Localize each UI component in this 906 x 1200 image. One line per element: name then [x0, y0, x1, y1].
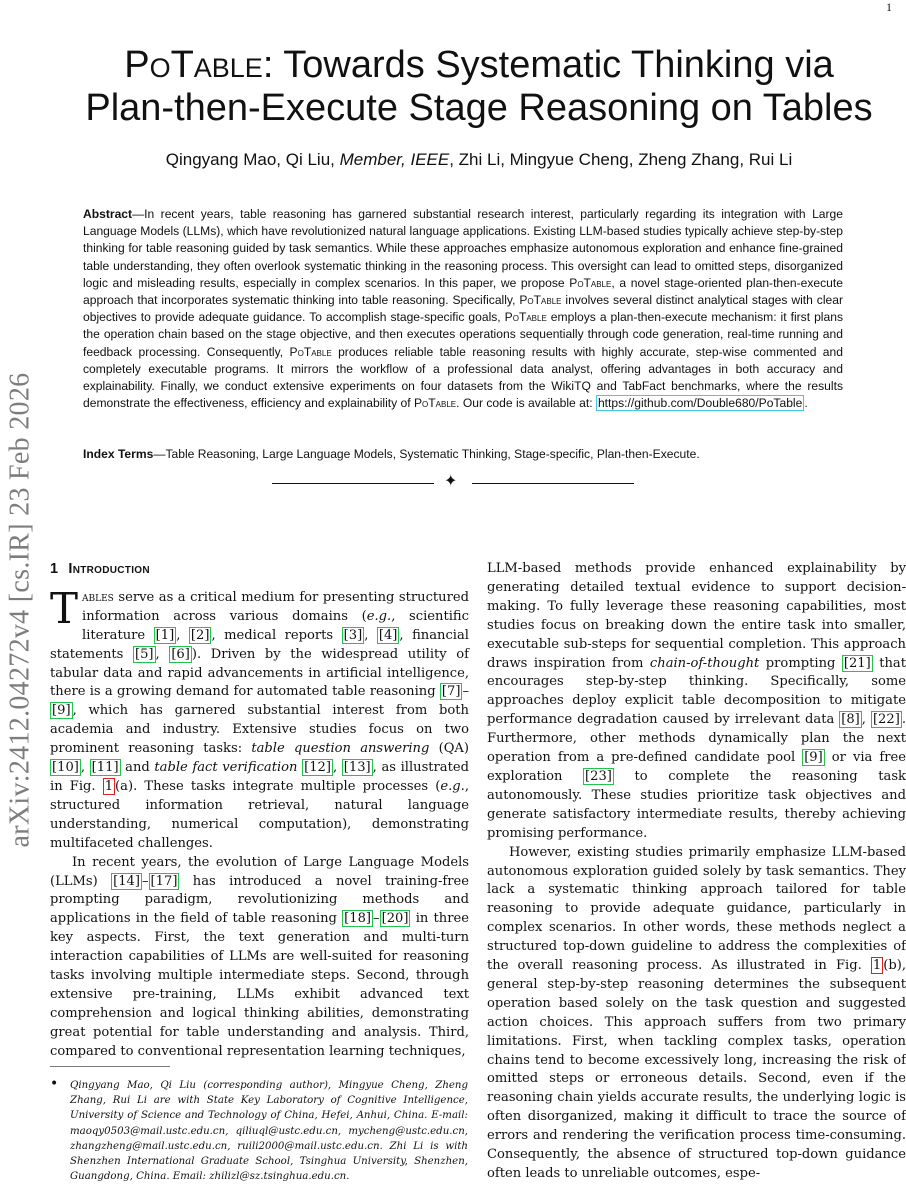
arxiv-identifier: arXiv:2412.04272v4 [cs.IR] 23 Feb 2026	[4, 372, 35, 848]
text-run: in three key aspects. First, the text generation and multi-turn interaction capabilities of LLMs are well-suited for reasoning tasks involving multiple intermediate steps. Second, through extensive pre-training, LLMs exhibit advanced text comprehension and logical thinking abilities, demonstrating great potential for table understanding and analysis. Third, compared to conventional representation learning techniques,	[50, 911, 469, 1059]
citation-link[interactable]: [21]	[843, 655, 871, 671]
intro-paragraph-1	[50, 583, 470, 854]
abstract-text: . Our code is available at:	[456, 396, 596, 411]
text-run: ). Driven by the widespread utility of tabular data and rapid advancements in artificial intelligence, there is a growing demand for automated table reasoning	[50, 646, 469, 700]
citation-link[interactable]: [20]	[381, 911, 409, 927]
citation-link[interactable]: [3]	[343, 627, 363, 643]
left-column	[50, 560, 469, 1062]
text-run: –	[373, 911, 380, 927]
system-name: PoTable	[124, 44, 263, 86]
text-run: ,	[155, 646, 170, 662]
citation-link[interactable]: [9]	[804, 750, 823, 766]
text-run: chain-of-thought	[649, 655, 760, 671]
text-run: In recent years, the evolution of Large Language Models (LLMs)	[50, 854, 469, 889]
citation-link[interactable]: [1]	[155, 627, 175, 643]
abstract-system-name: PoTable	[413, 396, 457, 411]
text-run: table fact verification	[154, 760, 298, 776]
section-divider	[272, 474, 634, 494]
abstract-label: Abstract	[83, 207, 133, 221]
text-run: (b), general step-by-step reasoning determines the subsequent operation based solely on the task question and suggested action choices. This approach suffers from two primary limitations. First, when tackling complex tasks, operation chains tend to become excessively long, increasing the risk of omitted steps or erroneous details. Second, even if the reasoning chain yields accurate results, the underlying logic is often disorganized, making it difficult to trace the source of errors and rendering the verification process time-consuming. Consequently, the absence of structured top-down guidance often leads to unreliable outcomes, espe-	[487, 958, 906, 1181]
footnote-bullet: •	[50, 1076, 59, 1092]
citation-link[interactable]: [5]	[134, 646, 154, 662]
text-run: e.g.	[366, 608, 392, 624]
index-terms-label: Index Terms	[83, 447, 154, 461]
author-membership: Member, IEEE	[339, 150, 450, 169]
footnote-rule	[50, 1066, 170, 1067]
author-affiliation-footnote: Qingyang Mao, Qi Liu (corresponding author), Mingyue Cheng, Zheng Zhang, Rui Li are with State Key Laboratory of Cognitive Intelligence, University of Science and Technology of China, Hefei, Anhui, China. E-mail: maoqy0503@mail.ustc.edu.cn, qiliuql@ustc.edu.cn, mycheng@ustc.edu.cn, zhangzheng@mail.ustc.edu.cn, ruili2000@mail.ustc.edu.cn. Zhi Li is with Shenzhen International Graduate School, Tsinghua University, Shenzhen, Guangdong, China. Email: zhilizl@sz.tsinghua.edu.cn.	[70, 1080, 468, 1183]
citation-link[interactable]: [17]	[150, 873, 178, 889]
abstract-text: employs a plan-then-execute mechanism: it first plans the operation chain based on the stage objective, and then executes operations sequentially through code generation, real-time running and feedback processing. Consequently,	[83, 310, 843, 359]
text-run: ,	[176, 627, 189, 643]
title-line2: Plan-then-Execute Stage Reasoning on Tables	[85, 87, 873, 129]
abstract-text: .	[804, 396, 808, 411]
title-line1: : Towards Systematic Thinking via	[262, 44, 834, 86]
intro-paragraph-3	[487, 560, 906, 844]
index-terms	[83, 446, 843, 463]
text-run: ,	[333, 760, 342, 776]
citation-link[interactable]: [2]	[190, 627, 210, 643]
text-run: , financial statements	[50, 627, 469, 662]
text-run: , medical reports	[211, 627, 342, 643]
text-run: (QA)	[429, 741, 469, 757]
citation-link[interactable]: [9]	[52, 703, 71, 719]
text-run: table question answering	[251, 741, 430, 757]
divider-star-icon: ✦	[444, 473, 458, 490]
citation-link[interactable]: [23]	[585, 768, 612, 784]
text-run: that encourages step-by-step thinking. Specifically, some approaches deploy explicit table decomposition to mitigate performance degradation caused by irrelevant data	[487, 655, 906, 728]
section-title: Introduction	[68, 561, 150, 577]
intro-paragraph-2	[50, 854, 469, 1062]
text-run: ,	[80, 760, 90, 776]
text-run: and	[120, 760, 155, 776]
text-run: –	[462, 684, 469, 700]
intro-paragraph-4	[487, 844, 906, 1184]
text-run: ,	[364, 627, 377, 643]
abstract-text: —In recent years, table reasoning has garnered substantial research interest, particularly regarding its integration with Large Language Models (LLMs), which have revolutionized natural language applications. Existing LLM-based studies typically achieve step-by-step thinking for table reasoning guided by task semantics. While these approaches emphasize autonomous exploration and enhance fine-grained table understanding, they often overlook systematic thinking in the reasoning process. This oversight can lead to omitted steps, disorganized logic and misleading results, especially in complex scenarios. In this paper, we propose	[83, 207, 843, 290]
citation-link[interactable]: [7]	[441, 684, 461, 700]
abstract	[83, 206, 843, 412]
text-run: , structured information retrieval, natural language understanding, numerical computation), demonstrating multifaceted challenges.	[50, 778, 469, 851]
text-run: However, existing studies primarily emphasize LLM-based autonomous exploration guided solely by task semantics. They lack a systematic thinking approach tailored for table reasoning to provide adequate guidance, particularly in complex scenarios. In other words, these methods neglect a structured top-down guideline to address the complexities of the overall reasoning process. As illustrated in Fig.	[487, 844, 906, 974]
divider-line	[472, 483, 634, 484]
citation-link[interactable]: [13]	[343, 760, 371, 776]
text-run: prompting	[759, 655, 842, 671]
text-run: serve as a critical medium for presenting structured information across various domains (	[82, 589, 469, 624]
text-run: has introduced a novel training-free prompting paradigm, revolutionizing methods and applications in the field of table reasoning	[50, 873, 469, 927]
citation-link[interactable]: [12]	[304, 760, 331, 776]
text-run: to complete the reasoning task autonomously. These studies prioritize task objectives and generate satisfactory intermediate results, thereby achieving promising performance.	[487, 768, 906, 841]
citation-link[interactable]: [6]	[171, 646, 190, 662]
citation-link[interactable]: [22]	[872, 712, 900, 728]
citation-link[interactable]: [4]	[378, 627, 398, 643]
arxiv-watermark	[6, 300, 34, 920]
code-repository-link[interactable]: https://github.com/Double680/PoTable	[597, 396, 803, 411]
citation-link[interactable]: [8]	[841, 712, 860, 728]
drop-cap: T	[50, 583, 79, 633]
citation-link[interactable]: [18]	[344, 911, 372, 927]
text-run: e.g.	[440, 778, 465, 794]
section-number: 1	[50, 561, 59, 577]
text-run: . Furthermore, other methods dynamically plan the next operation from a pre-defined candidate pool	[487, 712, 906, 766]
index-terms-text: —Table Reasoning, Large Language Models, Systematic Thinking, Stage-specific, Plan-then-Execute.	[153, 447, 700, 461]
lead-word: ables	[82, 589, 114, 605]
text-run: or via free exploration	[487, 750, 906, 784]
text-run: (a). These tasks integrate multiple processes (	[115, 778, 441, 794]
figure-link[interactable]: 1	[872, 958, 882, 974]
figure-link[interactable]: 1	[104, 778, 114, 794]
abstract-system-name: PoTable	[504, 310, 547, 325]
abstract-text: , a novel stage-oriented plan-then-execute approach that incorporates systematic thinking into table reasoning. Specifically,	[83, 275, 843, 308]
text-run: , as illustrated in Fig.	[50, 760, 470, 794]
citation-link[interactable]: [10]	[52, 760, 79, 776]
abstract-system-name: PoTable	[289, 344, 332, 359]
divider-line	[272, 483, 434, 484]
authors-part2: , Zhi Li, Mingyue Cheng, Zheng Zhang, Rui Li	[449, 150, 793, 169]
authors-part1: Qingyang Mao, Qi Liu,	[165, 150, 340, 169]
abstract-text: produces reliable table reasoning results with highly accurate, step-wise commented and completely executable programs. It mirrors the workflow of a professional data analyst, offering advantages in both accuracy and explainability. Finally, we conduct extensive experiments on four datasets from the WikiTQ and TabFact benchmarks, where the results demonstrate the effectiveness, efficiency and explainability of	[83, 344, 843, 411]
citation-link[interactable]: [14]	[113, 873, 140, 889]
text-run: ,	[861, 712, 871, 728]
abstract-system-name: PoTable	[519, 293, 562, 308]
paper-title	[40, 44, 906, 130]
text-run: LLM-based methods provide enhanced explainability by generating detailed textual evidence to support decision-making. To fully leverage these reasoning capabilities, most studies focus on breaking down the entire task into smaller, executable sub-steps for sequential completion. This approach draws inspiration from	[487, 561, 906, 671]
text-run: , scientific literature	[82, 608, 469, 643]
abstract-text: involves several distinct analytical stages with clear objectives to provide adequate guidance. To accomplish stage-specific goals,	[83, 293, 843, 325]
page-number: 1	[886, 0, 892, 14]
author-list	[40, 150, 906, 170]
text-run: , which has garnered substantial interest from both academia and industry. Extensive studies focus on two prominent reasoning tasks:	[50, 703, 469, 757]
right-column	[487, 560, 906, 1184]
citation-link[interactable]: [11]	[91, 760, 119, 776]
abstract-system-name: PoTable	[569, 275, 612, 290]
text-run: –	[142, 873, 149, 889]
section-heading-introduction	[50, 560, 469, 579]
